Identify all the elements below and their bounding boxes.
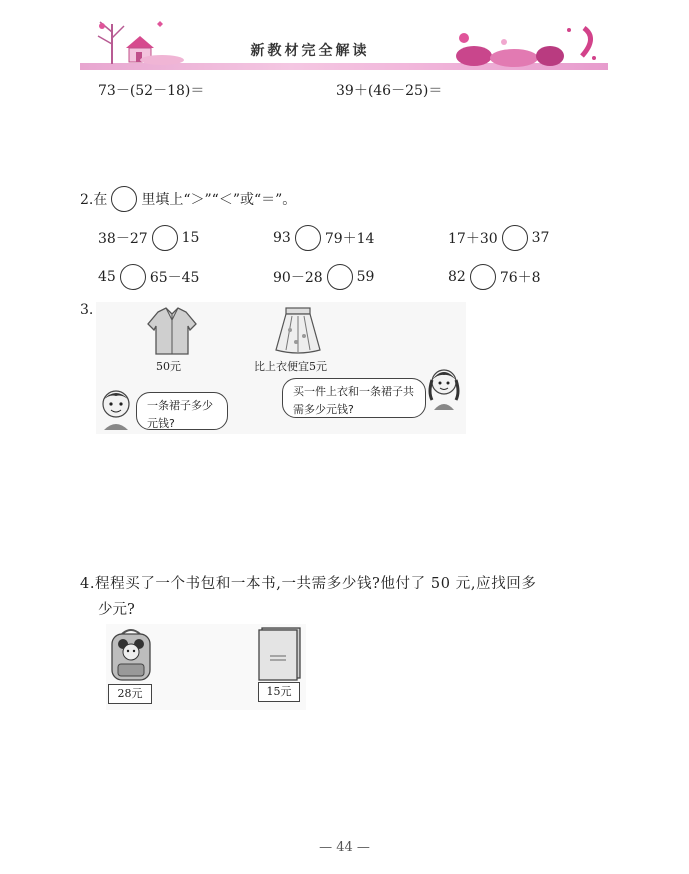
q3-number: 3. <box>80 302 94 318</box>
boy-speech-bubble: 一条裙子多少元钱? <box>136 392 228 430</box>
q2-item-3 <box>448 225 549 251</box>
flowers-decoration-icon <box>444 18 610 70</box>
answer-circle[interactable] <box>470 264 496 290</box>
q2-left: 17＋30 <box>448 231 498 247</box>
q2-item-1 <box>98 225 199 251</box>
q2-left: 90－28 <box>273 270 323 286</box>
answer-circle[interactable] <box>327 264 353 290</box>
skirt-label: 比上衣便宜5元 <box>254 360 327 373</box>
exercise-2: 39＋(46－25)＝ <box>336 83 443 99</box>
skirt-icon <box>272 304 324 356</box>
q2-left: 93 <box>273 230 291 246</box>
answer-circle[interactable] <box>295 225 321 251</box>
q2-right: 37 <box>531 230 550 246</box>
q2-item-6 <box>448 264 541 290</box>
q2-left: 82 <box>448 269 466 285</box>
girl-avatar-icon <box>426 364 462 410</box>
example-circle <box>111 186 137 212</box>
q2-right: 76＋8 <box>499 270 541 286</box>
book-icon <box>256 626 306 682</box>
q2-left: 45 <box>98 269 116 285</box>
q2-item-5 <box>273 264 374 290</box>
jacket-icon <box>144 306 200 356</box>
header-title: 新教材完全解读 <box>250 43 370 59</box>
backpack-price: 28元 <box>108 684 152 704</box>
q2-suffix: 里填上“＞”“＜”或“＝”。 <box>141 192 297 208</box>
q2-right: 65－45 <box>149 270 200 286</box>
answer-circle[interactable] <box>120 264 146 290</box>
exercise-1: 73－(52－18)＝ <box>98 83 205 99</box>
q2-right: 79＋14 <box>324 231 375 247</box>
q4-illustration <box>106 624 306 710</box>
jacket-price: 50元 <box>156 360 181 373</box>
q2-right: 15 <box>181 230 200 246</box>
girl-speech-bubble: 买一件上衣和一条裙子共需多少元钱? <box>282 378 426 418</box>
q4-line-2: 少元? <box>98 602 135 618</box>
q2-item-2 <box>273 225 374 251</box>
backpack-icon <box>108 626 154 682</box>
q2-right: 59 <box>356 269 375 285</box>
q3-illustration <box>96 302 466 434</box>
answer-circle[interactable] <box>152 225 178 251</box>
q4-line-1: 4.程程买了一个书包和一本书,一共需多少钱?他付了 50 元,应找回多 <box>80 576 537 592</box>
answer-circle[interactable] <box>502 225 528 251</box>
q2-item-4 <box>98 264 199 290</box>
boy-avatar-icon <box>98 386 134 430</box>
house-tree-decoration-icon <box>82 14 192 68</box>
q2-prefix: 2.在 <box>80 192 108 208</box>
q2-left: 38－27 <box>98 231 148 247</box>
q2-instruction <box>80 186 296 212</box>
page-number: — 44 — <box>319 840 370 855</box>
book-price: 15元 <box>258 682 300 702</box>
